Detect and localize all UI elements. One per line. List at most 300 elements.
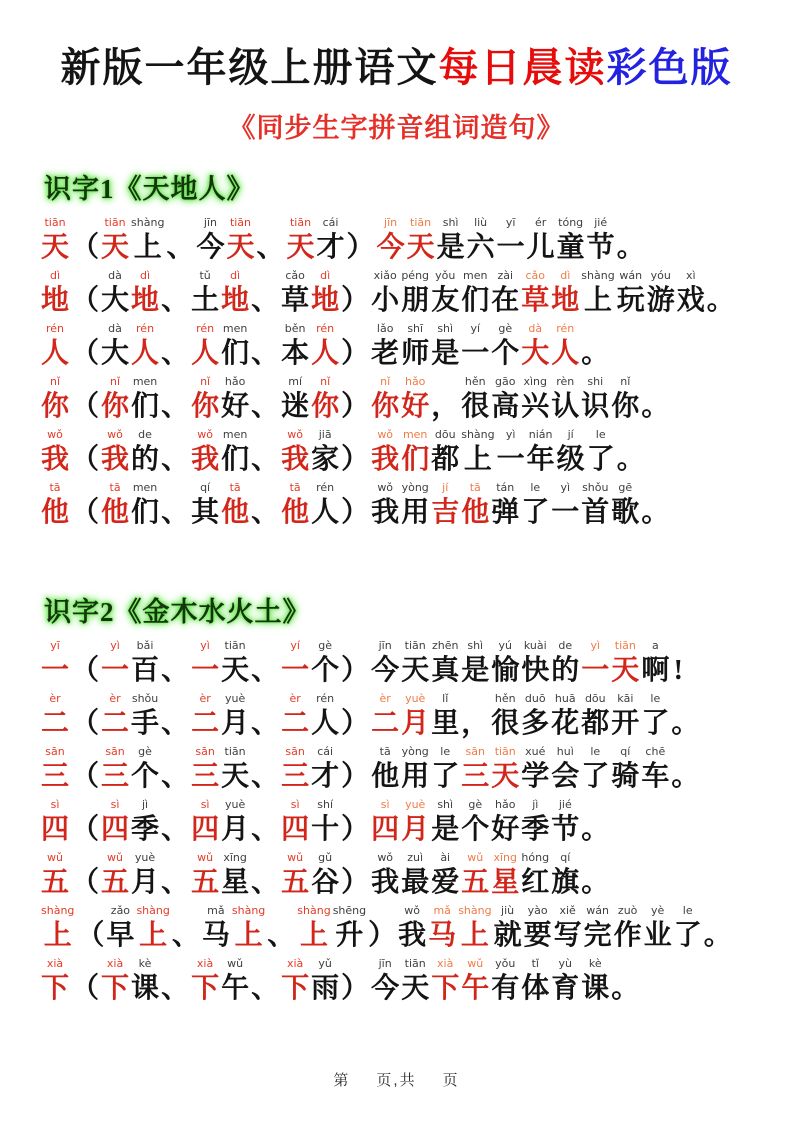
hanzi-glyph: 个: [491, 338, 520, 369]
hanzi-glyph: 地: [131, 285, 160, 316]
pinyin-label: [256, 216, 286, 231]
hanzi-glyph: 课: [131, 973, 160, 1004]
character-token: [310, 639, 340, 687]
hanzi-glyph: 花: [551, 708, 580, 739]
character-token: [520, 481, 550, 529]
hanzi-glyph: 用: [401, 761, 430, 792]
character-token: [406, 216, 436, 264]
pinyin-label: jīn: [203, 216, 218, 229]
pinyin-label: men: [222, 322, 248, 335]
pinyin-label: [250, 481, 280, 496]
hanzi-glyph: 地: [221, 285, 250, 316]
hanzi-glyph: 天: [406, 232, 435, 263]
pinyin-label: xià: [46, 957, 64, 970]
hanzi-glyph: 一: [496, 232, 525, 263]
pinyin-label: huā: [554, 692, 576, 705]
character-token: [316, 216, 346, 264]
hanzi-glyph: 天: [286, 232, 315, 263]
hanzi-glyph: 吉: [431, 497, 460, 528]
pinyin-label: yú: [498, 639, 512, 652]
hanzi-glyph: 我: [371, 867, 400, 898]
character-token: [550, 375, 580, 423]
hanzi-glyph: 们: [131, 391, 160, 422]
pinyin-label: xiǎo: [373, 269, 397, 282]
hanzi-glyph: 上: [133, 232, 162, 263]
footer-page-suffix: 页: [442, 1072, 460, 1089]
pinyin-label: tán: [496, 481, 515, 494]
pinyin-label: [250, 957, 280, 972]
hanzi-glyph: ）: [341, 973, 370, 1004]
hanzi-glyph: 三: [191, 761, 220, 792]
pinyin-label: shēng: [332, 904, 367, 917]
pinyin-label: [70, 692, 100, 707]
character-token: [460, 322, 490, 370]
pinyin-label: cǎo: [525, 269, 546, 282]
hanzi-glyph: 我: [398, 920, 427, 951]
pinyin-label: rén: [316, 481, 335, 494]
hanzi-glyph: 车: [641, 761, 670, 792]
character-token: [40, 745, 70, 793]
pinyin-label: qí: [620, 745, 631, 758]
pinyin-label: [580, 322, 610, 337]
hanzi-glyph: 、: [161, 867, 190, 898]
character-token: [100, 322, 130, 370]
punctuation-token: [616, 216, 646, 264]
pinyin-label: yǒu: [435, 269, 456, 282]
hanzi-glyph: 了: [641, 708, 670, 739]
character-token: [580, 481, 610, 529]
hanzi-glyph: 二: [371, 708, 400, 739]
character-token: [220, 798, 250, 846]
hanzi-glyph: 育: [551, 973, 580, 1004]
pinyin-label: yì: [590, 639, 601, 652]
pinyin-label: [171, 904, 201, 919]
pinyin-label: [75, 904, 105, 919]
character-token: [550, 798, 580, 846]
pinyin-label: yí: [290, 639, 300, 652]
hanzi-glyph: 。: [616, 232, 645, 263]
character-token: [430, 269, 460, 317]
character-token: [40, 957, 70, 1005]
character-token: [130, 428, 160, 476]
pinyin-label: wǒ: [377, 428, 394, 441]
character-token: [397, 904, 427, 952]
hanzi-glyph: 里: [431, 708, 460, 739]
hanzi-glyph: 人: [131, 338, 160, 369]
hanzi-glyph: 们: [461, 285, 490, 316]
character-token: [490, 375, 520, 423]
entry-row: [40, 798, 753, 846]
pinyin-label: dì: [140, 269, 151, 282]
character-token: [580, 375, 610, 423]
pinyin-label: men: [462, 269, 488, 282]
character-token: [280, 481, 310, 529]
hanzi-glyph: 。: [581, 814, 610, 845]
pinyin-label: [340, 798, 370, 813]
hanzi-glyph: 大: [101, 338, 130, 369]
hanzi-glyph: ）: [341, 497, 370, 528]
pinyin-label: jīn: [384, 216, 398, 229]
pinyin-label: sì: [110, 798, 120, 811]
pinyin-label: tiān: [44, 216, 66, 229]
pinyin-label: yì: [505, 428, 516, 441]
pinyin-label: qí: [200, 481, 211, 494]
pinyin-label: nǐ: [380, 375, 391, 388]
hanzi-glyph: 本: [281, 338, 310, 369]
hanzi-glyph: 、: [251, 761, 280, 792]
pinyin-label: gè: [468, 798, 483, 811]
pinyin-label: dì: [320, 269, 331, 282]
pinyin-label: yuè: [405, 798, 426, 811]
hanzi-glyph: 、: [161, 391, 190, 422]
character-token: [430, 322, 460, 370]
hanzi-glyph: 要: [523, 920, 552, 951]
hanzi-glyph: 四: [191, 814, 220, 845]
punctuation-token: [250, 322, 280, 370]
character-token: [195, 216, 225, 264]
character-token: [100, 745, 130, 793]
hanzi-glyph: 马: [428, 920, 457, 951]
pinyin-label: rén: [196, 322, 215, 335]
character-token: [286, 216, 316, 264]
pinyin-label: [250, 322, 280, 337]
character-token: [100, 216, 130, 264]
character-token: [436, 216, 466, 264]
pinyin-label: [580, 798, 610, 813]
section-shizi-1: [40, 145, 753, 529]
footer-page-prefix: 第: [333, 1072, 351, 1089]
character-token: [460, 957, 490, 1005]
character-token: [370, 639, 400, 687]
pinyin-label: [340, 639, 370, 654]
hanzi-glyph: 儿: [526, 232, 555, 263]
hanzi-glyph: 六: [466, 232, 495, 263]
hanzi-glyph: 上: [43, 920, 72, 951]
pinyin-label: [70, 798, 100, 813]
pinyin-label: tiān: [289, 216, 312, 229]
character-token: [190, 428, 220, 476]
pinyin-label: tóng: [558, 216, 584, 229]
pinyin-label: tǐ: [531, 957, 539, 970]
hanzi-glyph: 上: [583, 285, 612, 316]
pinyin-label: gǔ: [318, 851, 333, 864]
pinyin-label: wán: [619, 269, 643, 282]
pinyin-label: shàng: [581, 269, 615, 282]
pinyin-label: běn: [284, 322, 306, 335]
character-token: [520, 639, 550, 687]
pinyin-label: cái: [322, 216, 339, 229]
hanzi-glyph: 五: [461, 867, 490, 898]
punctuation-token: [580, 851, 610, 899]
pinyin-label: wǒ: [404, 904, 421, 917]
hanzi-glyph: 午: [221, 973, 250, 1004]
hanzi-glyph: 五: [281, 867, 310, 898]
pinyin-label: yí: [470, 322, 481, 335]
hanzi-glyph: 大: [101, 285, 130, 316]
hanzi-glyph: 、: [161, 285, 190, 316]
hanzi-glyph: 升: [335, 920, 364, 951]
hanzi-glyph: 下: [191, 973, 220, 1004]
hanzi-glyph: （: [76, 920, 105, 951]
punctuation-token: [670, 745, 700, 793]
hanzi-glyph: 星: [221, 867, 250, 898]
character-token: [586, 428, 616, 476]
pinyin-label: yī: [50, 639, 60, 652]
pinyin-label: [250, 269, 280, 284]
character-token: [550, 692, 580, 740]
character-token: [490, 798, 520, 846]
hanzi-glyph: 了: [673, 920, 702, 951]
character-token: [280, 957, 310, 1005]
pinyin-label: a: [651, 639, 659, 652]
character-token: [550, 639, 580, 687]
hanzi-glyph: 在: [491, 285, 520, 316]
punctuation-token: [250, 428, 280, 476]
punctuation-token: [70, 639, 100, 687]
entry-row: [40, 428, 753, 476]
entry-row: [40, 745, 753, 793]
character-token: [460, 375, 490, 423]
character-token: [100, 428, 130, 476]
character-token: [370, 851, 400, 899]
character-token: [556, 428, 586, 476]
pinyin-label: yì: [560, 481, 571, 494]
pinyin-label: sì: [200, 798, 210, 811]
character-token: [526, 216, 556, 264]
character-token: [220, 851, 250, 899]
character-token: [553, 904, 583, 952]
hanzi-glyph: 你: [311, 391, 340, 422]
character-token: [40, 639, 70, 687]
hanzi-glyph: 月: [221, 814, 250, 845]
pinyin-label: èr: [109, 692, 121, 705]
pinyin-label: [580, 851, 610, 866]
pinyin-label: [640, 375, 670, 390]
pinyin-label: xué: [525, 745, 546, 758]
hanzi-glyph: 天: [226, 232, 255, 263]
character-token: [310, 428, 340, 476]
character-token: [400, 851, 430, 899]
character-token: [430, 745, 460, 793]
character-token: [280, 375, 310, 423]
hanzi-glyph: 朋: [401, 285, 430, 316]
character-token: [190, 639, 220, 687]
entry-row: [40, 639, 753, 687]
pinyin-label: yī: [505, 216, 516, 229]
pinyin-label: tiān: [104, 216, 126, 229]
pinyin-label: yuè: [134, 851, 156, 864]
punctuation-token: [70, 322, 100, 370]
hanzi-glyph: 、: [251, 867, 280, 898]
hanzi-glyph: 他: [101, 497, 130, 528]
pinyin-label: jì: [141, 798, 149, 811]
character-token: [40, 851, 70, 899]
punctuation-token: [160, 745, 190, 793]
pinyin-label: nǐ: [49, 375, 61, 388]
character-token: [332, 904, 367, 952]
pinyin-label: dì: [560, 269, 571, 282]
hanzi-glyph: 。: [611, 973, 640, 1004]
pinyin-label: [340, 481, 370, 496]
hanzi-glyph: 迷: [281, 391, 310, 422]
pinyin-label: ér: [535, 216, 547, 229]
pinyin-label: [160, 639, 190, 654]
punctuation-token: [640, 375, 670, 423]
character-token: [610, 481, 640, 529]
hanzi-glyph: 一: [101, 655, 130, 686]
pinyin-label: [160, 322, 190, 337]
pinyin-label: gè: [498, 322, 513, 335]
character-token: [190, 269, 220, 317]
hanzi-glyph: 歌: [611, 497, 640, 528]
pinyin-label: jié: [558, 798, 572, 811]
hanzi-glyph: 愉: [491, 655, 520, 686]
hanzi-glyph: 节: [551, 814, 580, 845]
character-token: [190, 692, 220, 740]
character-token: [520, 375, 550, 423]
character-token: [460, 269, 490, 317]
pinyin-label: shī: [407, 322, 424, 335]
hanzi-glyph: 骑: [611, 761, 640, 792]
character-token: [220, 269, 250, 317]
pinyin-label: [250, 798, 280, 813]
character-token: [457, 904, 492, 952]
pinyin-label: wǒ: [197, 428, 213, 441]
hanzi-glyph: 月: [401, 814, 430, 845]
punctuation-token: [670, 692, 700, 740]
pinyin-label: [70, 851, 100, 866]
pinyin-label: [250, 745, 280, 760]
entry-row: [40, 269, 753, 317]
pinyin-label: xià: [286, 957, 304, 970]
pinyin-label: men: [402, 428, 428, 441]
punctuation-token: [70, 957, 100, 1005]
character-token: [310, 481, 340, 529]
hanzi-glyph: 。: [641, 391, 670, 422]
hanzi-glyph: 三: [461, 761, 490, 792]
character-token: [370, 692, 400, 740]
hanzi-glyph: 、: [166, 232, 195, 263]
character-token: [190, 322, 220, 370]
pinyin-label: [70, 745, 100, 760]
punctuation-token: [70, 269, 100, 317]
page-footer: [0, 1069, 793, 1090]
pinyin-label: [160, 798, 190, 813]
hanzi-glyph: 天: [101, 232, 130, 263]
section-1-heading: 识字1《天地人》: [44, 174, 255, 204]
pinyin-label: shàng: [461, 428, 495, 441]
character-token: [105, 904, 135, 952]
character-token: [100, 692, 130, 740]
punctuation-token: [70, 692, 100, 740]
pinyin-label: wǒ: [377, 851, 394, 864]
section-shizi-2: [40, 534, 753, 1005]
character-token: [201, 904, 231, 952]
hanzi-glyph: 。: [706, 285, 735, 316]
punctuation-token: [70, 428, 100, 476]
pinyin-label: [70, 269, 100, 284]
character-token: [496, 216, 526, 264]
hanzi-glyph: （: [71, 867, 100, 898]
character-token: [550, 957, 580, 1005]
character-token: [130, 216, 165, 264]
pinyin-label: tiān: [224, 745, 246, 758]
section-1-entries: [40, 216, 753, 529]
punctuation-token: [340, 269, 370, 317]
character-token: [460, 481, 490, 529]
hanzi-glyph: 我: [191, 444, 220, 475]
hanzi-glyph: 我: [371, 497, 400, 528]
hanzi-glyph: ）: [368, 920, 397, 951]
hanzi-glyph: 都: [431, 444, 460, 475]
hanzi-glyph: 月: [221, 708, 250, 739]
hanzi-glyph: 五: [191, 867, 220, 898]
hanzi-glyph: 今: [196, 232, 225, 263]
hanzi-glyph: 一: [551, 497, 580, 528]
character-token: [40, 322, 70, 370]
hanzi-glyph: 一: [41, 655, 70, 686]
pinyin-label: tā: [379, 745, 391, 758]
character-token: [40, 428, 70, 476]
character-token: [430, 957, 460, 1005]
hanzi-glyph: 上: [234, 920, 263, 951]
pinyin-label: èr: [199, 692, 211, 705]
entry-row: [40, 375, 753, 423]
hanzi-glyph: 都: [581, 708, 610, 739]
pinyin-label: sì: [290, 798, 300, 811]
hanzi-glyph: 星: [491, 867, 520, 898]
hanzi-glyph: 他: [41, 497, 70, 528]
character-token: [520, 692, 550, 740]
character-token: [400, 745, 430, 793]
character-token: [370, 269, 400, 317]
character-token: [190, 481, 220, 529]
pinyin-label: shàng: [458, 904, 492, 917]
punctuation-token: [160, 481, 190, 529]
character-token: [526, 428, 556, 476]
pinyin-label: le: [530, 481, 541, 494]
punctuation-token: [340, 375, 370, 423]
hanzi-glyph: 开: [611, 708, 640, 739]
character-token: [100, 798, 130, 846]
pinyin-label: gē: [618, 481, 633, 494]
pinyin-label: sān: [465, 745, 485, 758]
character-token: [676, 269, 706, 317]
pinyin-label: shi: [587, 375, 604, 388]
hanzi-glyph: 百: [131, 655, 160, 686]
hanzi-glyph: 旗: [551, 867, 580, 898]
pinyin-label: shàng: [136, 904, 170, 917]
character-token: [40, 904, 75, 952]
punctuation-token: [266, 904, 296, 952]
character-token: [613, 904, 643, 952]
character-token: [130, 269, 160, 317]
pinyin-label: le: [650, 692, 661, 705]
hanzi-glyph: 啊: [641, 655, 670, 686]
punctuation-token: [367, 904, 397, 952]
pinyin-label: [250, 428, 280, 443]
character-token: [130, 745, 160, 793]
pinyin-label: èr: [289, 692, 301, 705]
character-token: [460, 851, 490, 899]
hanzi-glyph: 二: [281, 708, 310, 739]
hanzi-glyph: 是: [431, 814, 460, 845]
pinyin-label: gè: [318, 639, 333, 652]
pinyin-label: yì: [110, 639, 120, 652]
punctuation-token: [250, 851, 280, 899]
punctuation-token: [340, 428, 370, 476]
hanzi-glyph: 。: [581, 338, 610, 369]
